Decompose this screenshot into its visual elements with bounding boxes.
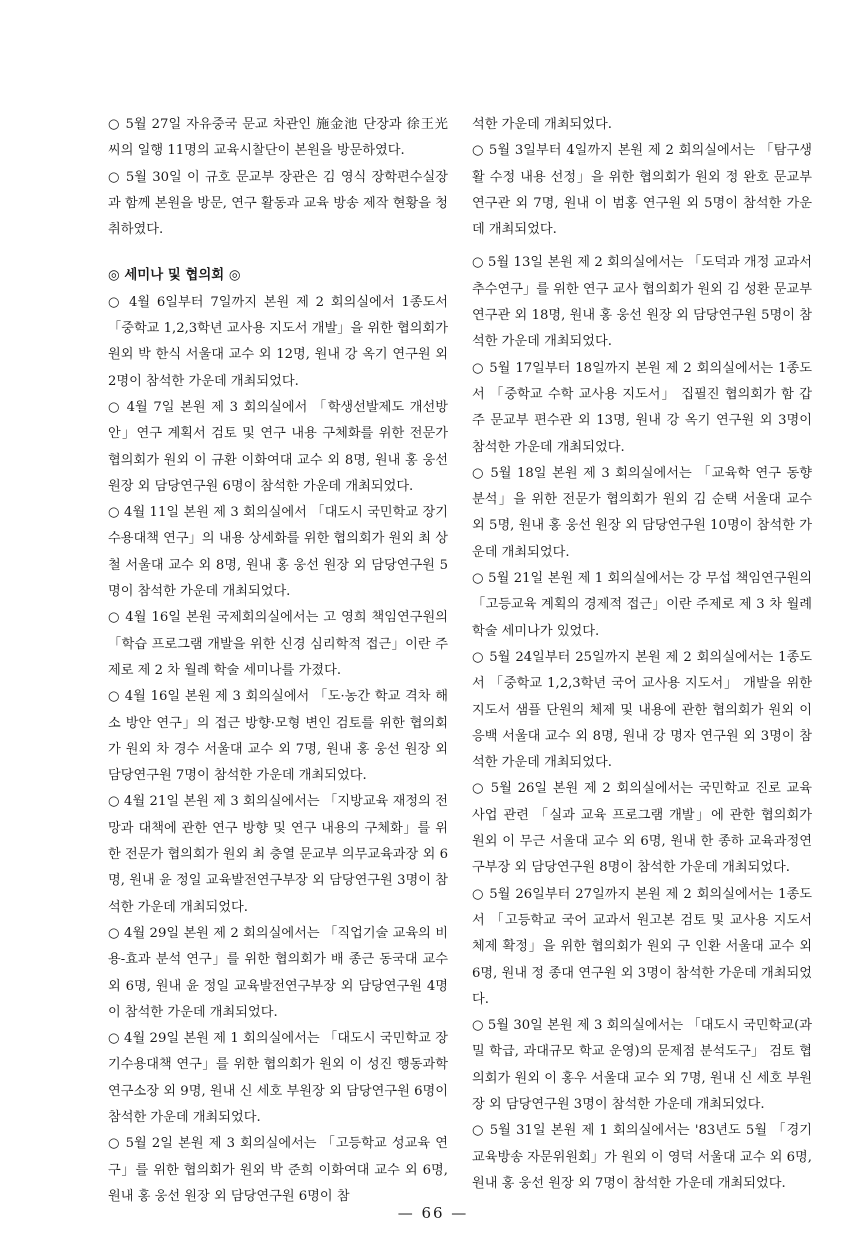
event-paragraph: ○ 4월 16일 본원 국제회의실에서는 고 영희 책임연구원의 「학습 프로그램 개발을 위한 신경 심리학적 접근」이란 주제로 제 2 차 월례 학술 세미나를 가졌다.	[108, 610, 448, 678]
event-paragraph: ○ 5월 31일 본원 제 1 회의실에서는 '83년도 5월 「경기 교육방송 자문위원회」가 원외 이 영덕 서울대 교수 외 6명, 원내 홍 웅선 원장 외 7명이 참석한 가운데 개최되었다.	[472, 1123, 812, 1191]
event-paragraph: ○ 5월 13일 본원 제 2 회의실에서는 「도덕과 개정 교과서 추수연구」를 위한 연구 교사 협의회가 원외 김 성환 문교부 연구관 외 18명, 원내 홍 웅선 원장 외 담당연구원 5명이 참석한 가운데 개최되었다.	[472, 255, 812, 350]
event-paragraph: ○ 4월 16일 본원 제 3 회의실에서 「도·농간 학교 격차 해소 방안 연구」의 접근 방향·모형 변인 검토를 위한 협의회가 원외 차 경수 서울대 교수 외 7명, 원내 홍 웅선 원장 외 담당연구원 7명이 참석한 가운데 개최되었다.	[108, 689, 448, 784]
page-number: — 66 —	[397, 1204, 469, 1222]
event-paragraph: 석한 가운데 개최되었다.	[472, 117, 612, 132]
event-paragraph: ○ 5월 26일 본원 제 2 회의실에서는 국민학교 진로 교육 사업 관련 「실과 교육 프로그램 개발」에 관한 협의회가 원외 이 무근 서울대 교수 외 6명, 원내 한 종하 교육과정연구부장 외 담당연구원 8명이 참석한 가운데 개최되었다.	[472, 781, 812, 876]
intro-paragraph: ○ 5월 30일 이 규호 문교부 장관은 김 영식 장학편수실장과 함께 본원을 방문, 연구 활동과 교육 방송 제작 현황을 청취하였다.	[108, 169, 448, 238]
left-column	[108, 112, 448, 1210]
event-paragraph: ○ 4월 6일부터 7일까지 본원 제 2 회의실에서 1종도서 「중학교 1,2,3학년 교사용 지도서 개발」을 위한 협의회가 원외 박 한식 서울대 교수 외 12명, 원내 강 옥기 연구원 외 2명이 참석한 가운데 개최되었다.	[108, 294, 448, 389]
event-paragraph: ○ 5월 26일부터 27일까지 본원 제 2 회의실에서는 1종도서 「고등학교 국어 교과서 원고본 검토 및 교사용 지도서 체제 확정」을 위한 협의회가 원외 구 인환 서울대 교수 외 6명, 원내 정 종대 연구원 외 3명이 참석한 가운데 개최되었다.	[472, 886, 812, 1007]
event-paragraph: ○ 4월 21일 본원 제 3 회의실에서는 「지방교육 재정의 전망과 대책에 관한 연구 방향 및 연구 내용의 구체화」를 위한 전문가 협의회가 원외 최 충열 문교부 의무교육과장 외 6명, 원내 윤 정일 교육발전연구부장 외 담당연구원 3명이 참석한 가운데 개최되었다.	[108, 794, 448, 915]
event-paragraph: ○ 5월 21일 본원 제 1 회의실에서는 강 무섭 책임연구원의 「고등교육 계획의 경제적 접근」이란 주제로 제 3 차 월례 학술 세미나가 있었다.	[472, 571, 812, 639]
event-paragraph: ○ 5월 2일 본원 제 3 회의실에서는 「고등학교 성교육 연구」를 위한 협의회가 원외 박 준희 이화여대 교수 외 6명, 원내 홍 웅선 원장 외 담당연구원 6명이 참	[108, 1136, 448, 1204]
intro-paragraph: ○ 5월 27일 자유중국 문교 차관인 施金池 단장과 徐王光 씨의 일행 11명의 교육시찰단이 본원을 방문하였다.	[108, 117, 448, 159]
event-paragraph: ○ 5월 30일 본원 제 3 회의실에서는 「대도시 국민학교(과밀 학급, 과대규모 학교 운영)의 문제점 분석도구」 검토 협의회가 원외 이 홍우 서울대 교수 외 7명, 원내 신 세호 부원장 외 담당연구원 3명이 참석한 가운데 개최되었다.	[472, 1018, 812, 1112]
event-paragraph: ○ 5월 17일부터 18일까지 본원 제 2 회의실에서는 1종도서 「중학교 수학 교사용 지도서」 집필진 협의회가 함 갑주 문교부 편수관 외 13명, 원내 강 옥기 연구원 외 3명이 참석한 가운데 개최되었다.	[472, 360, 812, 455]
event-paragraph: ○ 5월 24일부터 25일까지 본원 제 2 회의실에서는 1종도서 「중학교 1,2,3학년 국어 교사용 지도서」 개발을 위한 지도서 샘플 단원의 체제 및 내용에 관한 협의회가 원외 이 응백 서울대 교수 외 8명, 원내 강 명자 연구원 외 3명이 참석한 가운데 개최되었다.	[472, 649, 812, 771]
section-heading: ◎ 세미나 및 협의회 ◎	[108, 268, 241, 284]
right-column	[472, 112, 812, 1197]
event-paragraph: ○ 5월 18일 본원 제 3 회의실에서는 「교육학 연구 동향 분석」을 위한 전문가 협의회가 원외 김 순택 서울대 교수 외 5명, 원내 홍 웅선 원장 외 담당연구원 10명이 참석한 가운데 개최되었다.	[472, 465, 812, 560]
event-paragraph: ○ 4월 11일 본원 제 3 회의실에서 「대도시 국민학교 장기수용대책 연구」의 내용 상세화를 위한 협의회가 원외 최 상철 서울대 교수 외 8명, 원내 홍 웅선 원장 외 담당연구원 5명이 참석한 가운데 개최되었다.	[108, 505, 448, 600]
event-paragraph: ○ 5월 3일부터 4일까지 본원 제 2 회의실에서는 「탐구생활 수정 내용 선정」을 위한 협의회가 원외 정 완호 문교부 연구관 외 7명, 원내 이 범홍 연구원 외 5명이 참석한 가운데 개최되었다.	[472, 143, 812, 238]
event-paragraph: ○ 4월 29일 본원 제 1 회의실에서는 「대도시 국민학교 장기수용대책 연구」를 위한 협의회가 원외 이 성진 행동과학연구소장 외 9명, 원내 신 세호 부원장 외 담당연구원 6명이 참석한 가운데 개최되었다.	[108, 1031, 448, 1125]
event-paragraph: ○ 4월 29일 본원 제 2 회의실에서는 「직업기술 교육의 비용-효과 분석 연구」를 위한 협의회가 배 종근 동국대 교수 외 6명, 원내 윤 정일 교육발전연구부장 외 담당연구원 4명이 참석한 가운데 개최되었다.	[108, 925, 448, 1020]
event-paragraph: ○ 4월 7일 본원 제 3 회의실에서 「학생선발제도 개선방안」연구 계획서 검토 및 연구 내용 구체화를 위한 전문가 협의회가 원외 이 규환 이화여대 교수 외 8명, 원내 홍 웅선 원장 외 담당연구원 6명이 참석한 가운데 개최되었다.	[108, 399, 448, 494]
